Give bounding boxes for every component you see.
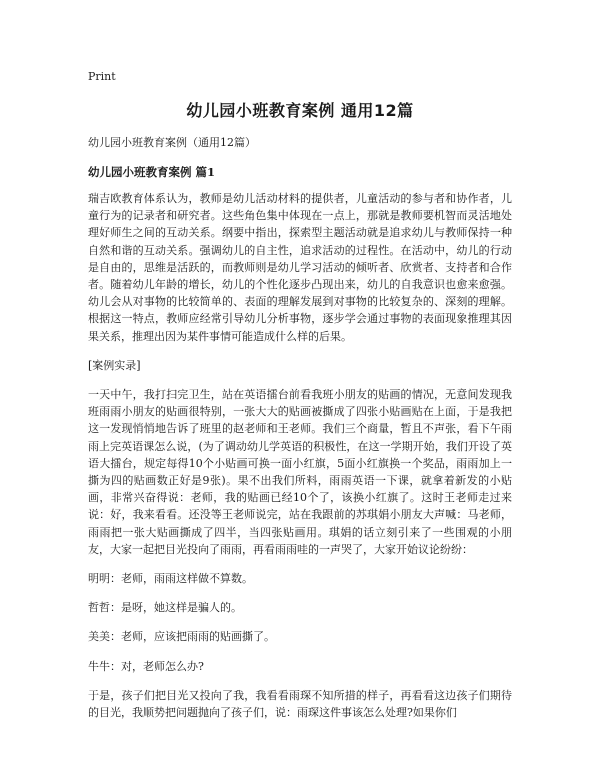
document-subtitle: 幼儿园小班教育案例（通用12篇） [88, 136, 256, 149]
dialogue-line: 哲哲：是呀，她这样是骗人的。 [88, 601, 242, 615]
closing-paragraph: 于是，孩子们把目光又投向了我，我看看雨琛不知所措的样子，再看看这边孩子们期待的目光，我顺势把问题抛向了孩子们，说：雨琛这件事该怎么处理?如果你们 [88, 688, 512, 720]
case-label: [案例实录] [88, 358, 141, 372]
intro-paragraph: 瑞吉欧教育体系认为，教师是幼儿活动材料的提供者，儿童活动的参与者和协作者，儿童行为的记录者和研究者。这些角色集中体现在一点上，那就是教师要机智而灵活地处理好师生之间的互动关系。纲要中指出，探索型主题活动就是追求幼儿与教师保持一种自然和谐的互动关系。强调幼儿的自主性，追求活动的过程性。在活动中，幼儿的行动是自由的，思维是活跃的，而教师则是幼儿学习活动的倾听者、欣赏者、支持者和合作者。随着幼儿年龄的增长，幼儿的个性化逐步凸现出来，幼儿的自我意识也愈来愈强。幼儿会从对事物的比较简单的、表面的理解发展到对事物的比较复杂的、深刻的理解。根据这一特点，教师应经常引导幼儿分析事物，逐步学会通过事物的表面现象推理其因果关系，推理出因为某件事情可能造成什么样的后果。 [88, 192, 512, 343]
dialogue-line: 明明：老师，雨雨这样做不算数。 [88, 572, 253, 586]
dialogue-line: 牛牛：对，老师怎么办? [88, 659, 204, 673]
dialogue-line: 美美：老师，应该把雨雨的贴画撕了。 [88, 630, 275, 644]
case-body-paragraph: 一天中午，我打扫完卫生，站在英语擂台前看我班小朋友的贴画的情况，无意间发现我班雨雨小朋友的贴画很特别，一张大大的贴画被撕成了四张小贴画贴在上面，于是我把这一发现悄悄地告诉了班里的赵老师和王老师。我们三个商量，暂且不声张，看下午雨雨上完英语课怎么说，(为了调动幼儿学英语的积极性，在这一学期开始，我们开设了英语大擂台，规定每得10个小贴画可换一面小红旗，5面小红旗换一个奖品，雨雨加上一撕为四的贴画数正好是9张)。果不出我们所料，雨雨英语一下课，就拿着新发的小贴画，非常兴奋得说：老师，我的贴画已经10个了，该换小红旗了。这时王老师走过来说：好，我来看看。还没等王老师说完，站在我跟前的苏琪娟小朋友大声喊：马老师，雨雨把一张大贴画撕成了四半，当四张贴画用。琪娟的话立刻引来了一些围观的小朋友，大家一起把目光投向了雨雨，再看雨雨哇的一声哭了，大家开始议论纷纷： [88, 388, 512, 556]
print-label: Print [88, 70, 116, 83]
document-title: 幼儿园小班教育案例 通用12篇 [186, 101, 414, 120]
section-heading: 幼儿园小班教育案例 篇1 [88, 165, 216, 179]
